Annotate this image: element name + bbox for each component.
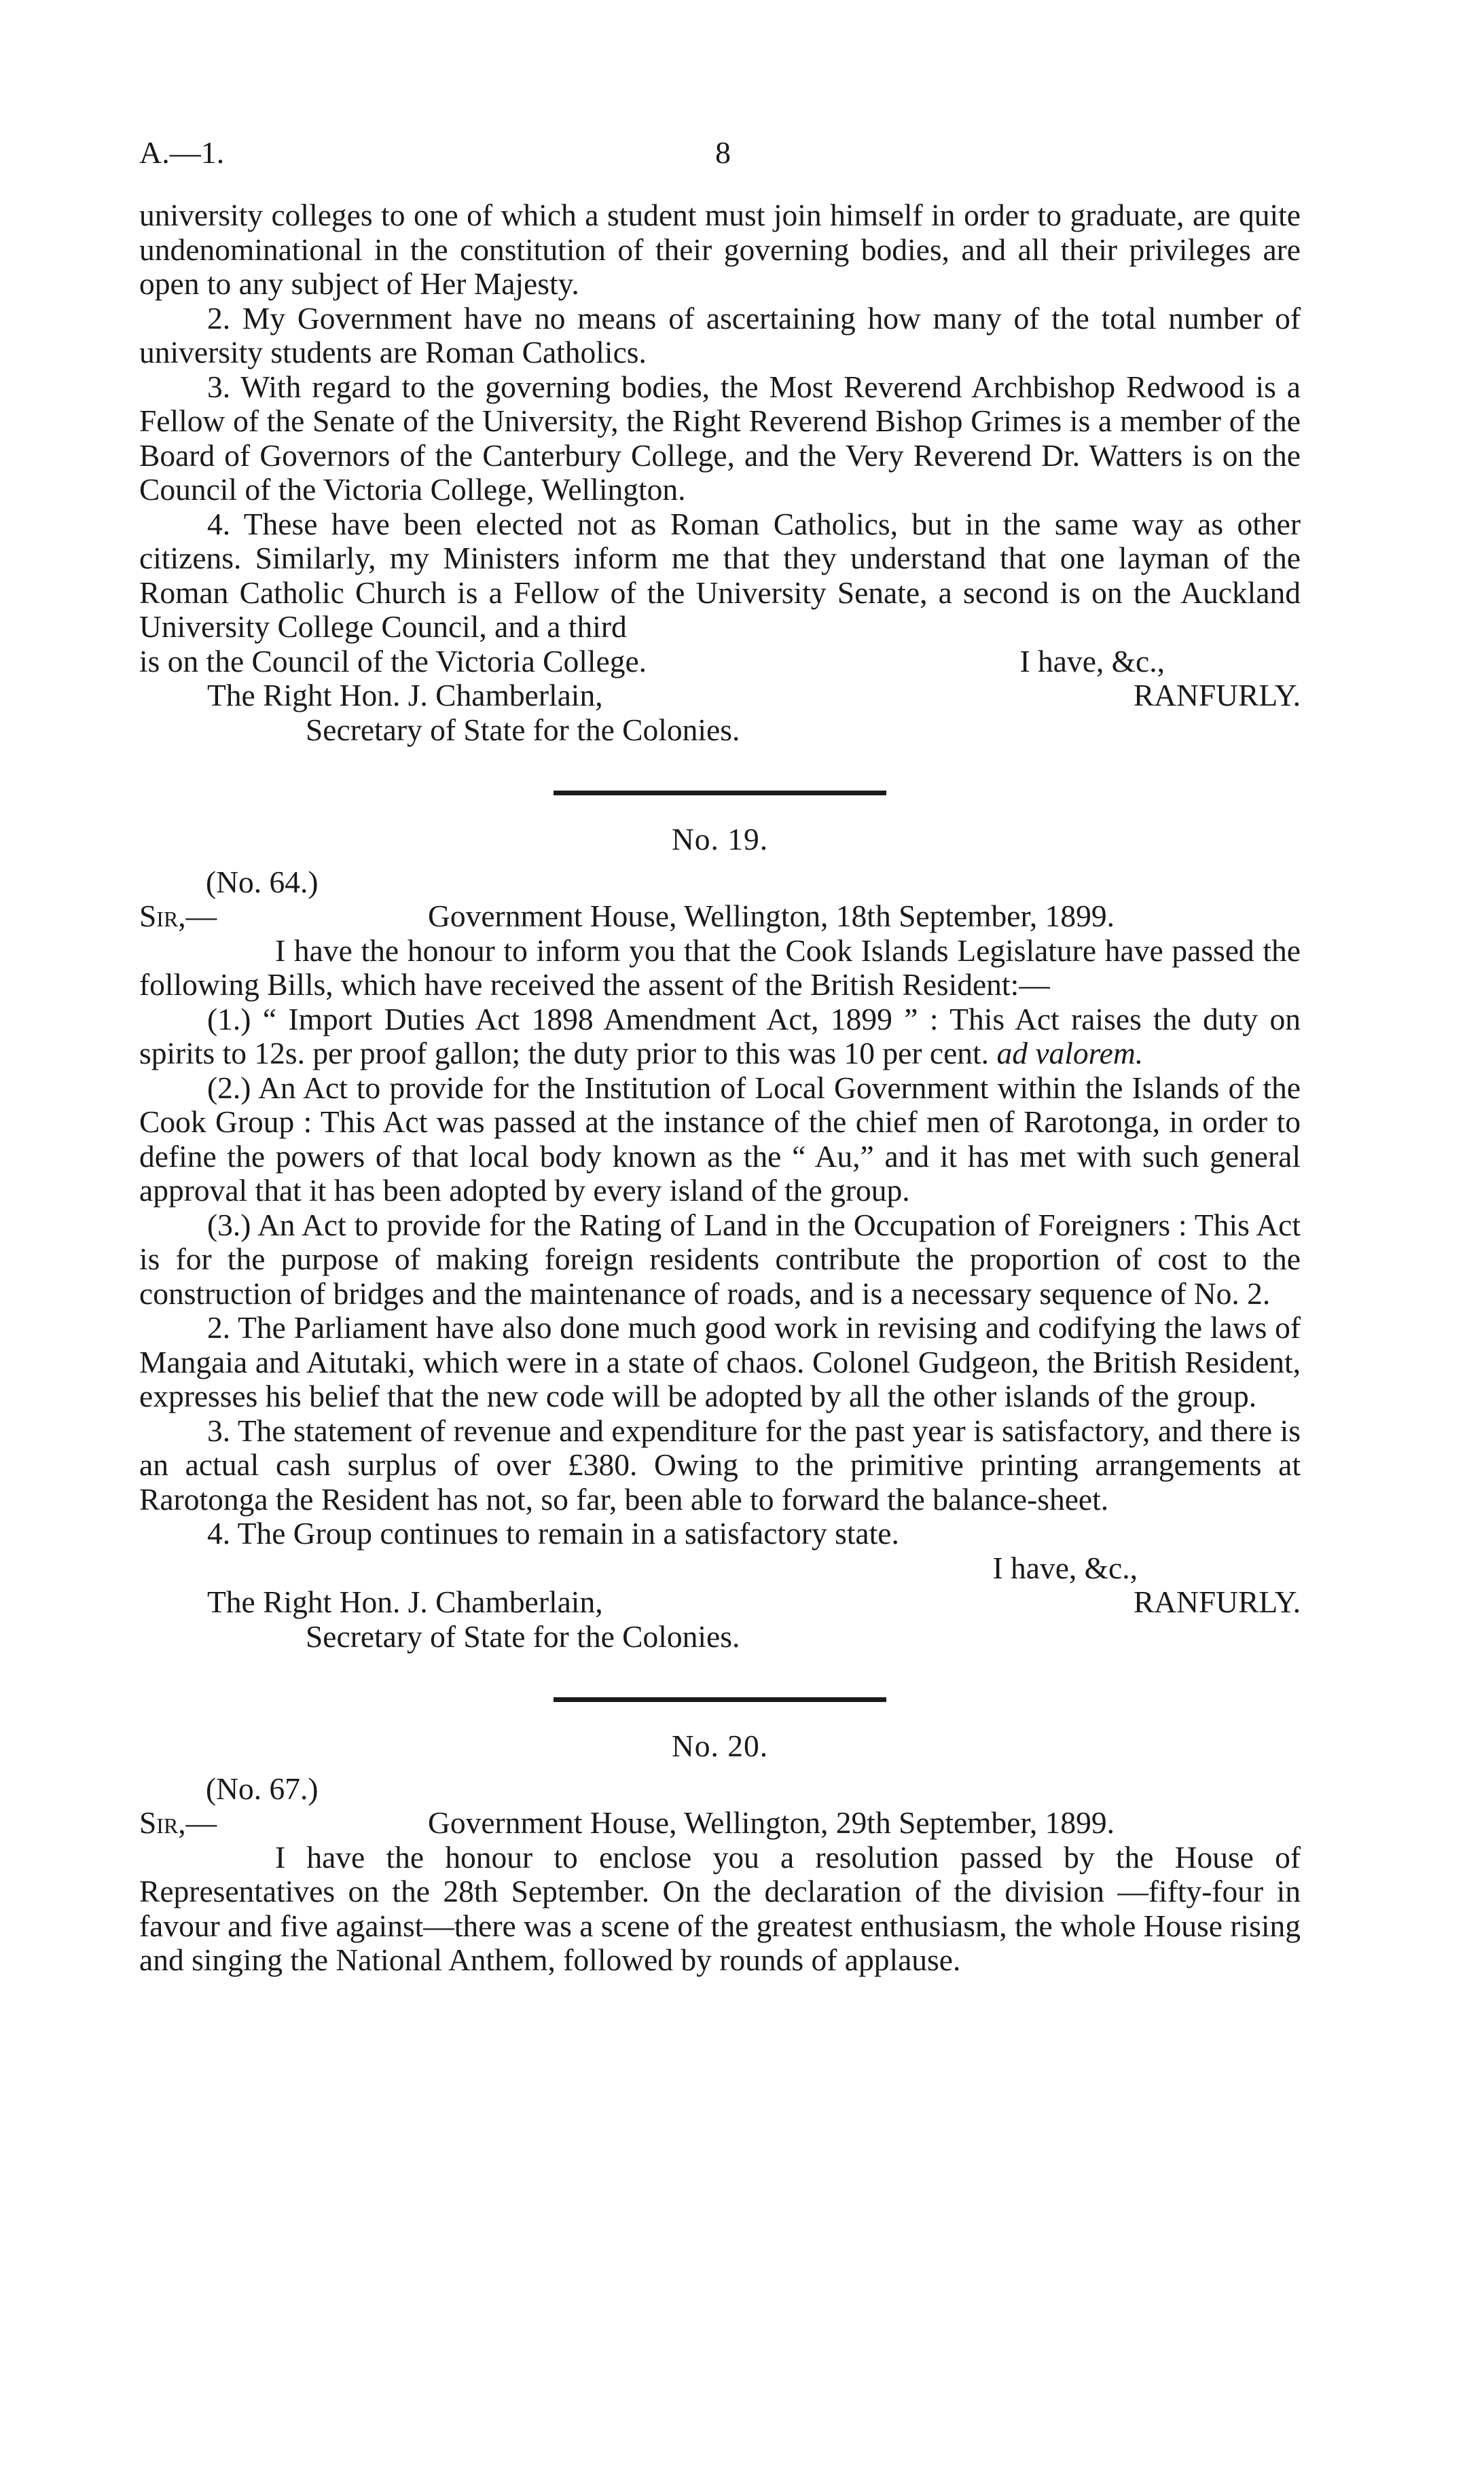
section-divider bbox=[139, 791, 1301, 795]
addressee-title: Secretary of State for the Colonies. bbox=[306, 712, 740, 747]
document-number bbox=[139, 822, 1301, 857]
signature-line bbox=[139, 678, 1301, 713]
document-number-text: No. 20. bbox=[671, 1729, 769, 1763]
page-header bbox=[139, 136, 1301, 183]
letter-no-19 bbox=[139, 822, 1301, 1654]
paragraph: (3.) An Act to provide for the Rating of Land in the Occupation of Foreigners : This Act is for the purpose of making foreign residents contribute the proportion of cost to the construction of bridges and the maintenance of roads, and is a necessary sequence of No. 2. bbox=[139, 1207, 1301, 1311]
paper-reference: A.—1. bbox=[139, 135, 225, 170]
paragraph: 4. These have been elected not as Roman Catholics, but in the same way as other citizens. Similarly, my Ministers inform me that they understand that one layman of the Roman Catholic Church is a Fellow of the University Senate, a second is on the Auckland University College Council, and a third bbox=[139, 506, 1301, 644]
letter-continuation bbox=[139, 198, 1301, 747]
paragraph: 2. The Parliament have also done much good work in revising and codifying the laws of Mangaia and Aitutaki, which were in a state of chaos. Colonel Gudgeon, the British Resident, expresses his belief that the new code will be adopted by all the other islands of the group. bbox=[139, 1310, 1301, 1413]
despatch-reference: (No. 64.) bbox=[206, 864, 319, 899]
despatch-reference: (No. 67.) bbox=[206, 1771, 319, 1806]
signature: RANFURLY. bbox=[1133, 1585, 1301, 1619]
paragraph: 3. The statement of revenue and expenditure for the past year is satisfactory, and there is an actual cash surplus of over £380. Owing to the primitive printing arrangements at Rarotonga the Resident has not, so far, been able to forward the balance-sheet. bbox=[139, 1413, 1301, 1517]
page-number: 8 bbox=[715, 135, 731, 170]
letter-no-20 bbox=[139, 1729, 1301, 1978]
signature: RANFURLY. bbox=[1133, 678, 1301, 712]
closing-line bbox=[139, 645, 1301, 679]
paragraph: 3. With regard to the governing bodies, the Most Reverend Archbishop Redwood is a Fellow of the Senate of the University, the Right Reverend Bishop Grimes is a member of the Board of Governors of the Canterbury College, and the Very Reverend Dr. Watters is on the Council of the Victoria College, Wellington. bbox=[139, 369, 1301, 507]
paragraph bbox=[139, 1002, 1301, 1071]
divider-rule bbox=[554, 791, 886, 795]
signature-line bbox=[139, 1585, 1301, 1620]
paragraph: I have the honour to inform you that the Cook Islands Legislature have passed the following Bills, which have received the assent of the British Resident:— bbox=[139, 933, 1301, 1002]
closing: I have, &c., bbox=[992, 1550, 1138, 1585]
divider-rule bbox=[554, 1697, 886, 1702]
addressee-title: Secretary of State for the Colonies. bbox=[306, 1618, 740, 1654]
paragraph: university colleges to one of which a student must join himself in order to graduate, are quite undenominational in the constitution of their governing bodies, and all their privileges are open to any subject of Her Majesty. bbox=[139, 198, 1301, 301]
paragraph: 2. My Government have no means of ascertaining how many of the total number of university students are Roman Catholics. bbox=[139, 300, 1301, 369]
document-number bbox=[139, 1729, 1301, 1764]
closing: I have, &c., bbox=[1019, 643, 1165, 678]
section-divider bbox=[139, 1697, 1301, 1702]
salutation: Sir,— bbox=[139, 899, 217, 933]
item-text: (1.) “ Import Duties Act 1898 Amendment Act, 1899 ” : This Act raises the duty on spirits to 12s. per proof gallon; the duty prior to this was 10 per cent. bbox=[139, 1001, 1301, 1070]
addressee: The Right Hon. J. Chamberlain, bbox=[207, 1585, 603, 1619]
addressee: The Right Hon. J. Chamberlain, bbox=[207, 678, 603, 712]
salutation-line bbox=[139, 899, 1301, 934]
dateline: Government House, Wellington, 29th September, 1899. bbox=[428, 1805, 1115, 1840]
item-italic: ad valorem. bbox=[996, 1036, 1144, 1070]
dateline: Government House, Wellington, 18th September, 1899. bbox=[428, 899, 1115, 933]
paragraph: (2.) An Act to provide for the Institution of Local Government within the Islands of the Cook Group : This Act was passed at the instance of the chief men of Rarotonga, in order to define the powers of that local body known as the “ Au,” and it has met with such general approval that it has been adopted by every island of the group. bbox=[139, 1070, 1301, 1208]
salutation-line bbox=[139, 1806, 1301, 1841]
paragraph: 4. The Group continues to remain in a satisfactory state. bbox=[207, 1516, 899, 1551]
paragraph-last-line: is on the Council of the Victoria College. bbox=[139, 643, 647, 678]
paragraph: I have the honour to enclose you a resolution passed by the House of Representatives on the 28th September. On the declaration of the division —fifty-four in favour and five against—there was a scene of the greatest enthusiasm, the whole House rising and singing the National Anthem, followed by rounds of applause. bbox=[139, 1839, 1301, 1977]
document-number-text: No. 19. bbox=[671, 822, 769, 856]
salutation: Sir,— bbox=[139, 1805, 217, 1840]
